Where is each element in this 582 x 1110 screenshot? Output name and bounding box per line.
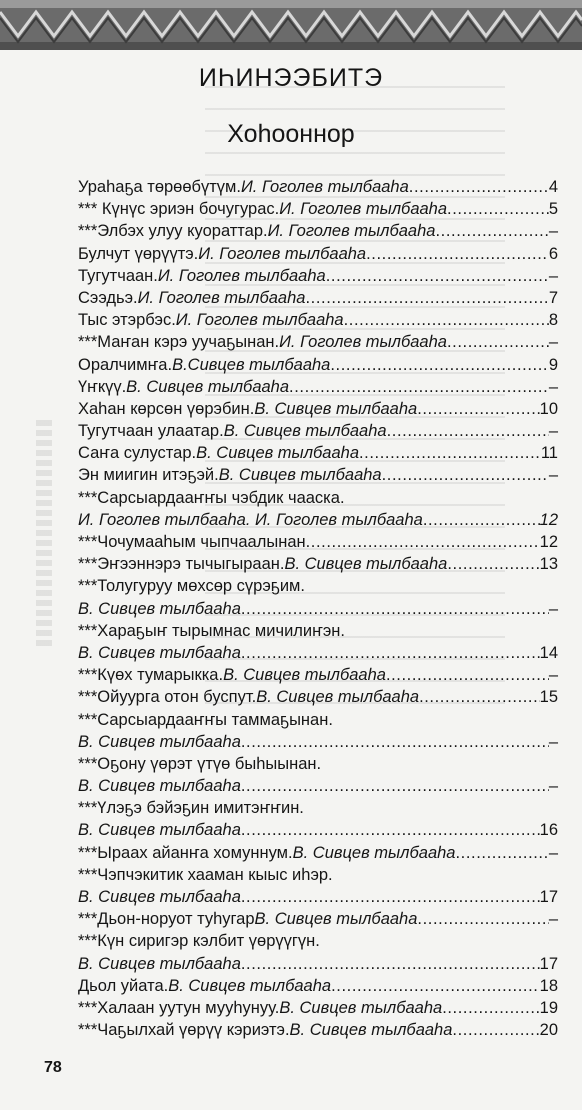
dot-leader [241,886,540,908]
entry-translator: И. Гоголев тылбааһа [279,333,447,352]
entry-page: – [548,732,558,751]
toc-entry [78,664,558,686]
entry-translator: В. Сивцев тылбааһа [284,555,448,574]
entry-title: ***Хараҕыҥ тырымнас мичилиҥэн. [78,621,345,640]
entry-page: – [548,377,558,396]
entry-title: Тугутчаан. [78,266,158,285]
entry-title: Сээдьэ. [78,288,138,307]
entry-translator: И. Гоголев тылбааһа [279,200,448,219]
entry-title: ***Чаҕылхай үөрүү кэриэтэ. [78,1021,290,1040]
dot-leader [447,331,549,353]
dot-leader [241,731,549,753]
entry-page: – [548,466,558,485]
toc-entry [78,953,558,975]
entry-page: 18 [539,976,558,995]
entry-page: 17 [539,954,558,973]
entry-title: ***Күн сиригэр кэлбит үөрүүгүн. [78,932,320,951]
toc-entry [78,598,558,620]
dot-leader [442,997,539,1019]
entry-translator: В. Сивцев тылбааһа [78,599,241,618]
entry-title: Үҥкүү. [78,377,127,396]
entry-title: ***Элбэх улуу куораттар. [78,222,268,241]
entry-title: *** Күнүс эриэн бочугурас. [78,200,280,219]
page-number: 78 [44,1059,62,1076]
entry-title: ***Оҕону үөрэт үтүө быһыынан. [78,754,322,773]
dot-leader [330,354,548,376]
toc-entry [78,620,558,642]
entry-translator: В. Сивцев тылбааһа [292,843,456,862]
entry-page: 12 [539,510,558,529]
toc-entry [78,1019,558,1041]
dot-leader [241,819,540,841]
entry-page: 8 [548,311,558,330]
entry-page: 15 [539,688,558,707]
entry-page: 17 [539,888,558,906]
entry-translator: В. Сивцев тылбааһа [78,732,241,751]
entry-page: 13 [539,555,558,574]
entry-page: 11 [540,444,558,463]
table-of-contents [78,176,558,1041]
entry-page: 19 [539,998,558,1017]
entry-translator: И. Гоголев тылбааһа [137,288,306,307]
entry-page: – [548,910,558,929]
toc-entry [78,753,558,775]
entry-page: – [548,266,558,285]
toc-entry [78,797,558,819]
entry-title: ***Сарсыардааҥҥы таммаҕынан. [78,710,333,729]
entry-translator: В. Сивцев тылбааһа [78,888,241,906]
dot-leader [241,953,540,975]
toc-entry [78,997,558,1019]
toc-entry [78,886,558,908]
toc-entry [78,731,558,753]
toc-entry [78,487,558,509]
entry-translator: В. Сивцев тылбааһа [78,821,241,840]
dot-leader [409,176,549,198]
entry-title: ***Сарсыардааҥҥы чэбдик чааска. [78,488,345,507]
dot-leader [417,398,539,420]
dot-leader [455,842,548,864]
entry-translator: В. Сивцев тылбааһа [78,643,241,662]
toc-entry [78,331,558,353]
dot-leader [241,642,540,664]
entry-page: 20 [539,1021,558,1040]
entry-translator: В. Сивцев тылбааһа [279,998,443,1017]
toc-entry [78,864,558,886]
entry-page: 9 [548,355,558,374]
section-title: ИҺИНЭЭБИТЭ [198,64,384,92]
entry-translator: В. Сивцев тылбааһа [168,976,332,995]
entry-title: Тугутчаан улаатар. [78,422,224,441]
entry-translator: В.Сивцев тылбааһа [172,355,331,374]
dot-leader [435,220,548,242]
toc-entry [78,686,558,708]
entry-page: – [548,333,558,352]
entry-title: Ураһаҕа төрөөбүтүм. [78,178,241,196]
toc-entry [78,398,558,420]
toc-entry [78,509,558,531]
entry-translator: В. Сивцев тылбааһа [256,688,420,707]
entry-page: – [548,777,558,796]
entry-title: Хаһан көрсөн үөрэбин. [78,399,255,418]
toc-entry [78,553,558,575]
dot-leader [331,975,540,997]
entry-page: 16 [539,821,558,840]
entry-title: Тыс этэрбэс. [78,311,176,330]
entry-page: 5 [548,200,558,219]
toc-entry [78,775,558,797]
dot-leader [366,243,549,265]
dot-leader [306,531,540,553]
toc-entry [78,442,558,464]
toc-entry [78,220,558,242]
entry-title: Дьол уйата. [78,976,169,995]
toc-entry [78,819,558,841]
entry-title: ***Чочумааһым чыпчаалынан [78,533,306,551]
entry-translator: В. Сивцев тылбааһа [254,399,418,418]
toc-entry [78,531,558,553]
entry-page: – [548,222,558,241]
entry-title: ***Чэпчэкитик хааман кыыс иһэр. [78,865,333,884]
entry-translator: В. Сивцев тылбааһа [78,954,241,973]
dot-leader [386,664,549,686]
entry-translator: В. Сивцев тылбааһа [218,466,382,485]
entry-translator: В. Сивцев тылбааһа [223,666,386,685]
entry-page: 4 [548,178,558,196]
toc-entry [78,642,558,664]
toc-entry [78,975,558,997]
entry-translator: И. Гоголев тылбааһа. И. Гоголев тылбааһа [78,510,423,529]
entry-title: ***Ойуурга отон буспут. [78,688,257,707]
toc-entry [78,198,558,220]
toc-entry [78,908,558,930]
entry-translator: И. Гоголев тылбааһа [267,222,436,241]
dot-leader [419,686,540,708]
entry-translator: В. Сивцев тылбааһа [126,377,290,396]
entry-title: ***Дьон-норуот туһугар [78,910,255,929]
entry-title: Оралчимҥа. [78,355,173,374]
entry-title: ***Толугуруу мөхсөр сүрэҕим. [78,577,305,596]
entry-translator: В. Сивцев тылбааһа [223,422,387,441]
decorative-zigzag-band [0,0,582,50]
entry-page: – [548,422,558,441]
zigzag-ornament [0,0,582,50]
dot-leader [289,376,549,398]
entry-translator: И. Гоголев тылбааһа [240,178,409,196]
toc-entry [78,265,558,287]
dot-leader [382,464,549,486]
dot-leader [447,198,549,220]
entry-page: 7 [548,288,558,307]
toc-entry [78,243,558,265]
entry-translator: И. Гоголев тылбааһа [198,244,367,263]
entry-title: ***Эҥээннэрэ тычыгыраан. [78,555,285,574]
toc-entry [78,354,558,376]
dot-leader [344,309,549,331]
toc-entry [78,287,558,309]
entry-translator: В. Сивцев тылбааһа [78,777,241,796]
entry-page: 12 [539,533,558,551]
entry-title: ***Халаан уутун мууһунуу. [78,998,280,1017]
toc-entry [78,709,558,731]
toc-entry [78,376,558,398]
entry-title: ***Ыраах айанҥа хомуннум. [78,843,293,862]
entry-translator: В. Сивцев тылбааһа [289,1021,453,1040]
entry-page: 10 [539,399,558,418]
entry-page: – [548,599,558,618]
entry-title: ***Үлэҕэ бэйэҕин имитэҥҥин. [78,799,304,818]
entry-title: ***Маҥан кэрэ уучаҕынан. [78,333,280,352]
dot-leader [423,509,540,531]
entry-translator: В. Сивцев тылбааһа [196,444,359,463]
toc-entry [78,464,558,486]
dot-leader [387,420,549,442]
entry-title: Эн миигин итэҕэй. [78,466,219,485]
entry-page: – [548,666,558,685]
entry-page: – [548,843,558,862]
dot-leader [359,442,541,464]
entry-page: 6 [548,244,558,263]
toc-entry [78,420,558,442]
dot-leader [241,598,549,620]
dot-leader [447,553,539,575]
entry-translator: В. Сивцев тылбааһа [254,910,418,929]
entry-translator: И. Гоголев тылбааһа [175,311,344,330]
toc-entry [78,176,558,198]
dot-leader [305,287,548,309]
dot-leader [326,265,549,287]
dot-leader [452,1019,539,1041]
entry-translator: И. Гоголев тылбааһа [157,266,326,285]
toc-entry [78,309,558,331]
entry-title: Булчут үөрүүтэ. [78,244,199,263]
entry-title: ***Күөх тумарыкка. [78,666,224,685]
toc-entry [78,842,558,864]
toc-entry [78,575,558,597]
dot-leader [417,908,548,930]
subsection-title: Хоһооннор [227,120,355,148]
toc-entry [78,930,558,952]
dot-leader [241,775,549,797]
entry-page: 14 [539,643,558,662]
entry-title: Саҥа сулустар. [78,444,197,463]
show-through-side-text [36,420,52,650]
